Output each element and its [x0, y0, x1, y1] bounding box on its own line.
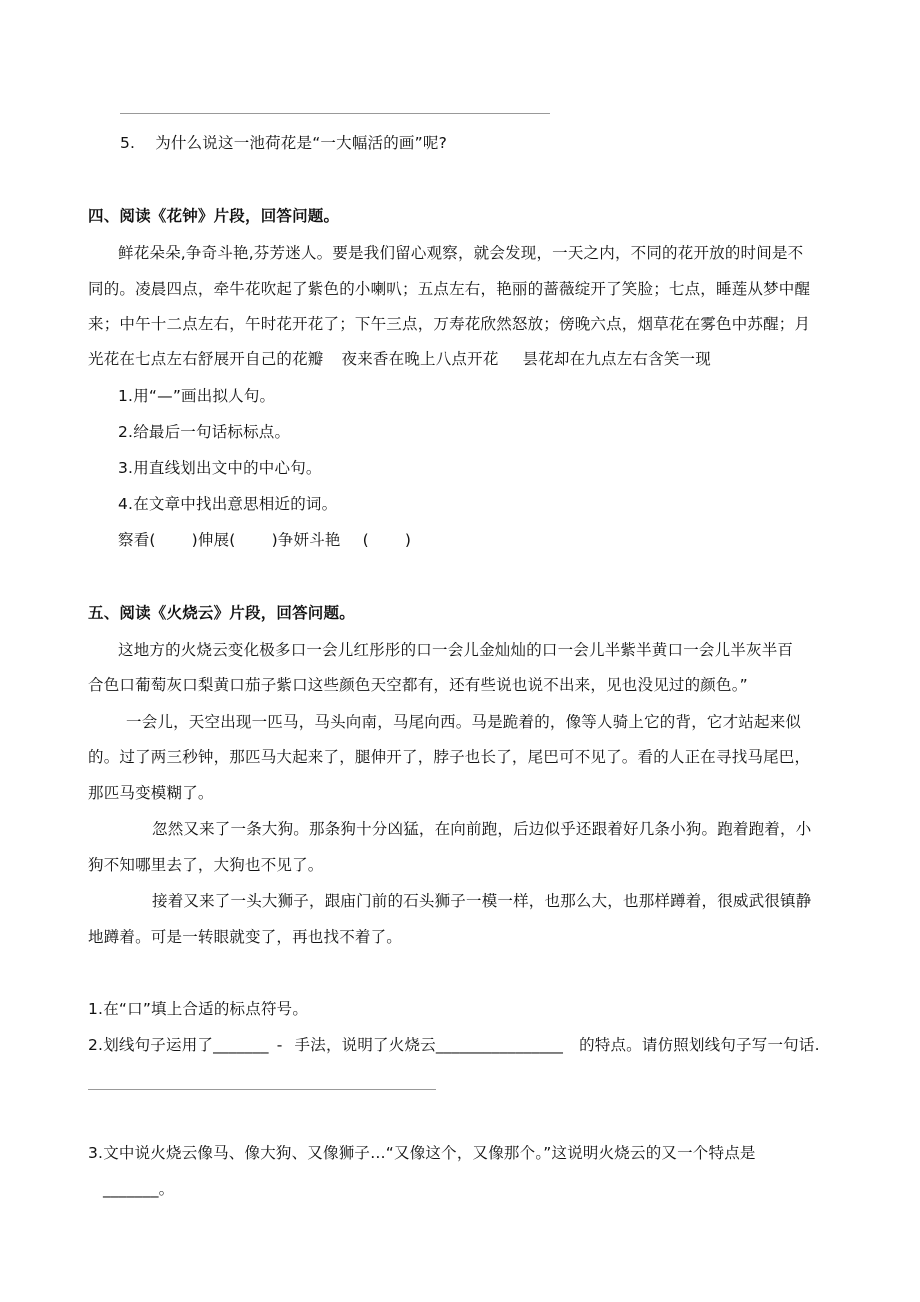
q2-blank-1[interactable]: _______	[213, 1036, 269, 1054]
synonym-paren-open: (	[362, 531, 369, 549]
q2-part-c: 的特点。请仿照划线句子写一句话.	[579, 1036, 820, 1054]
s5-question-2	[88, 1035, 820, 1055]
question-5	[120, 133, 447, 153]
s4-passage-line-2: 同的。凌晨四点，牵牛花吹起了紫色的小喇叭；五点左右，艳丽的蔷薇绽开了笑脸；七点，睡莲从梦中醒	[88, 280, 811, 298]
synonym-1: 察看(	[118, 531, 156, 549]
section-4-title: 四、阅读《花钟》片段，回答问题。	[88, 207, 340, 225]
s5-p1-line-2: 合色口葡萄灰口梨黄口茄子紫口这些颜色天空都有，还有些说也说不出来，见也没见过的颜色。”	[88, 676, 748, 694]
s4-question-2: 2.给最后一句话标标点。	[118, 423, 291, 441]
q2-answer-line[interactable]	[88, 1089, 436, 1090]
s4-synonym-row	[118, 530, 411, 550]
synonym-2: )伸展(	[191, 531, 236, 549]
s5-p3-line-1: 忽然又来了一条大狗。那条狗十分凶猛，在向前跑，后边似乎还跟着好几条小狗。跑着跑着，小	[152, 820, 812, 838]
s4-clause-2: 夜来香在晚上八点开花	[341, 350, 499, 368]
q2-part-b: 手法，说明了火烧云	[294, 1036, 436, 1054]
s4-question-4: 4.在文章中找出意思相近的词。	[118, 495, 338, 513]
s5-p4-line-2: 地蹲着。可是一转眼就变了，再也找不着了。	[88, 928, 403, 946]
s5-p4-line-1: 接着又来了一头大狮子，跟庙门前的石头狮子一模一样，也那么大，也那样蹲着，很威武很镇静	[152, 892, 812, 910]
answer-line	[120, 113, 550, 114]
s4-question-1: 1.用“—”画出拟人句。	[118, 387, 276, 405]
s4-passage-line-3: 来；中午十二点左右，午时花开花了；下午三点，万寿花欣然怒放；傍晚六点，烟草花在雾色中苏醒；月	[88, 315, 811, 333]
section-5-title: 五、阅读《火烧云》片段，回答问题。	[88, 604, 355, 622]
q2-blank-2[interactable]: ________________	[435, 1036, 564, 1054]
question-5-number: 5.	[120, 134, 136, 152]
s4-passage-line-4	[88, 349, 711, 369]
s4-clause-1: 光花在七点左右舒展开自己的花瓣	[88, 350, 324, 368]
s5-question-1: 1.在“口”填上合适的标点符号。	[88, 1000, 309, 1018]
s5-p3-line-2: 狗不知哪里去了，大狗也不见了。	[88, 856, 324, 874]
q2-dash: -	[276, 1036, 283, 1054]
synonym-3: )争妍斗艳	[271, 531, 341, 549]
synonym-paren-close: )	[404, 531, 412, 549]
s4-clause-3: 昙花却在九点左右含笑一现	[522, 350, 711, 368]
question-5-text: 为什么说这一池荷花是“一大幅活的画”呢?	[155, 134, 447, 152]
s5-question-3-line-1: 3.文中说火烧云像马、像大狗、又像狮子…“又像这个，又像那个。”这说明火烧云的又一个特点是	[88, 1144, 756, 1162]
q2-part-a: 2.划线句子运用了	[88, 1036, 214, 1054]
s5-question-3-line-2[interactable]: _______。	[103, 1180, 175, 1198]
s4-question-3: 3.用直线划出文中的中心句。	[118, 459, 322, 477]
s5-p2-line-1: 一会儿，天空出现一匹马，马头向南，马尾向西。马是跪着的，像等人骑上它的背，它才站起来似	[126, 713, 802, 731]
s5-p2-line-3: 那匹马变模糊了。	[88, 784, 214, 802]
s5-p1-line-1: 这地方的火烧云变化极多口一会儿红彤彤的口一会儿金灿灿的口一会儿半紫半黄口一会儿半灰半百	[118, 641, 794, 659]
s5-p2-line-2: 的。过了两三秒钟，那匹马大起来了，腿伸开了，脖子也长了，尾巴可不见了。看的人正在寻找马尾巴，	[88, 748, 811, 766]
s4-passage-line-1: 鲜花朵朵,争奇斗艳,芬芳迷人。要是我们留心观察，就会发现，一天之内，不同的花开放的时间是不	[118, 244, 804, 262]
